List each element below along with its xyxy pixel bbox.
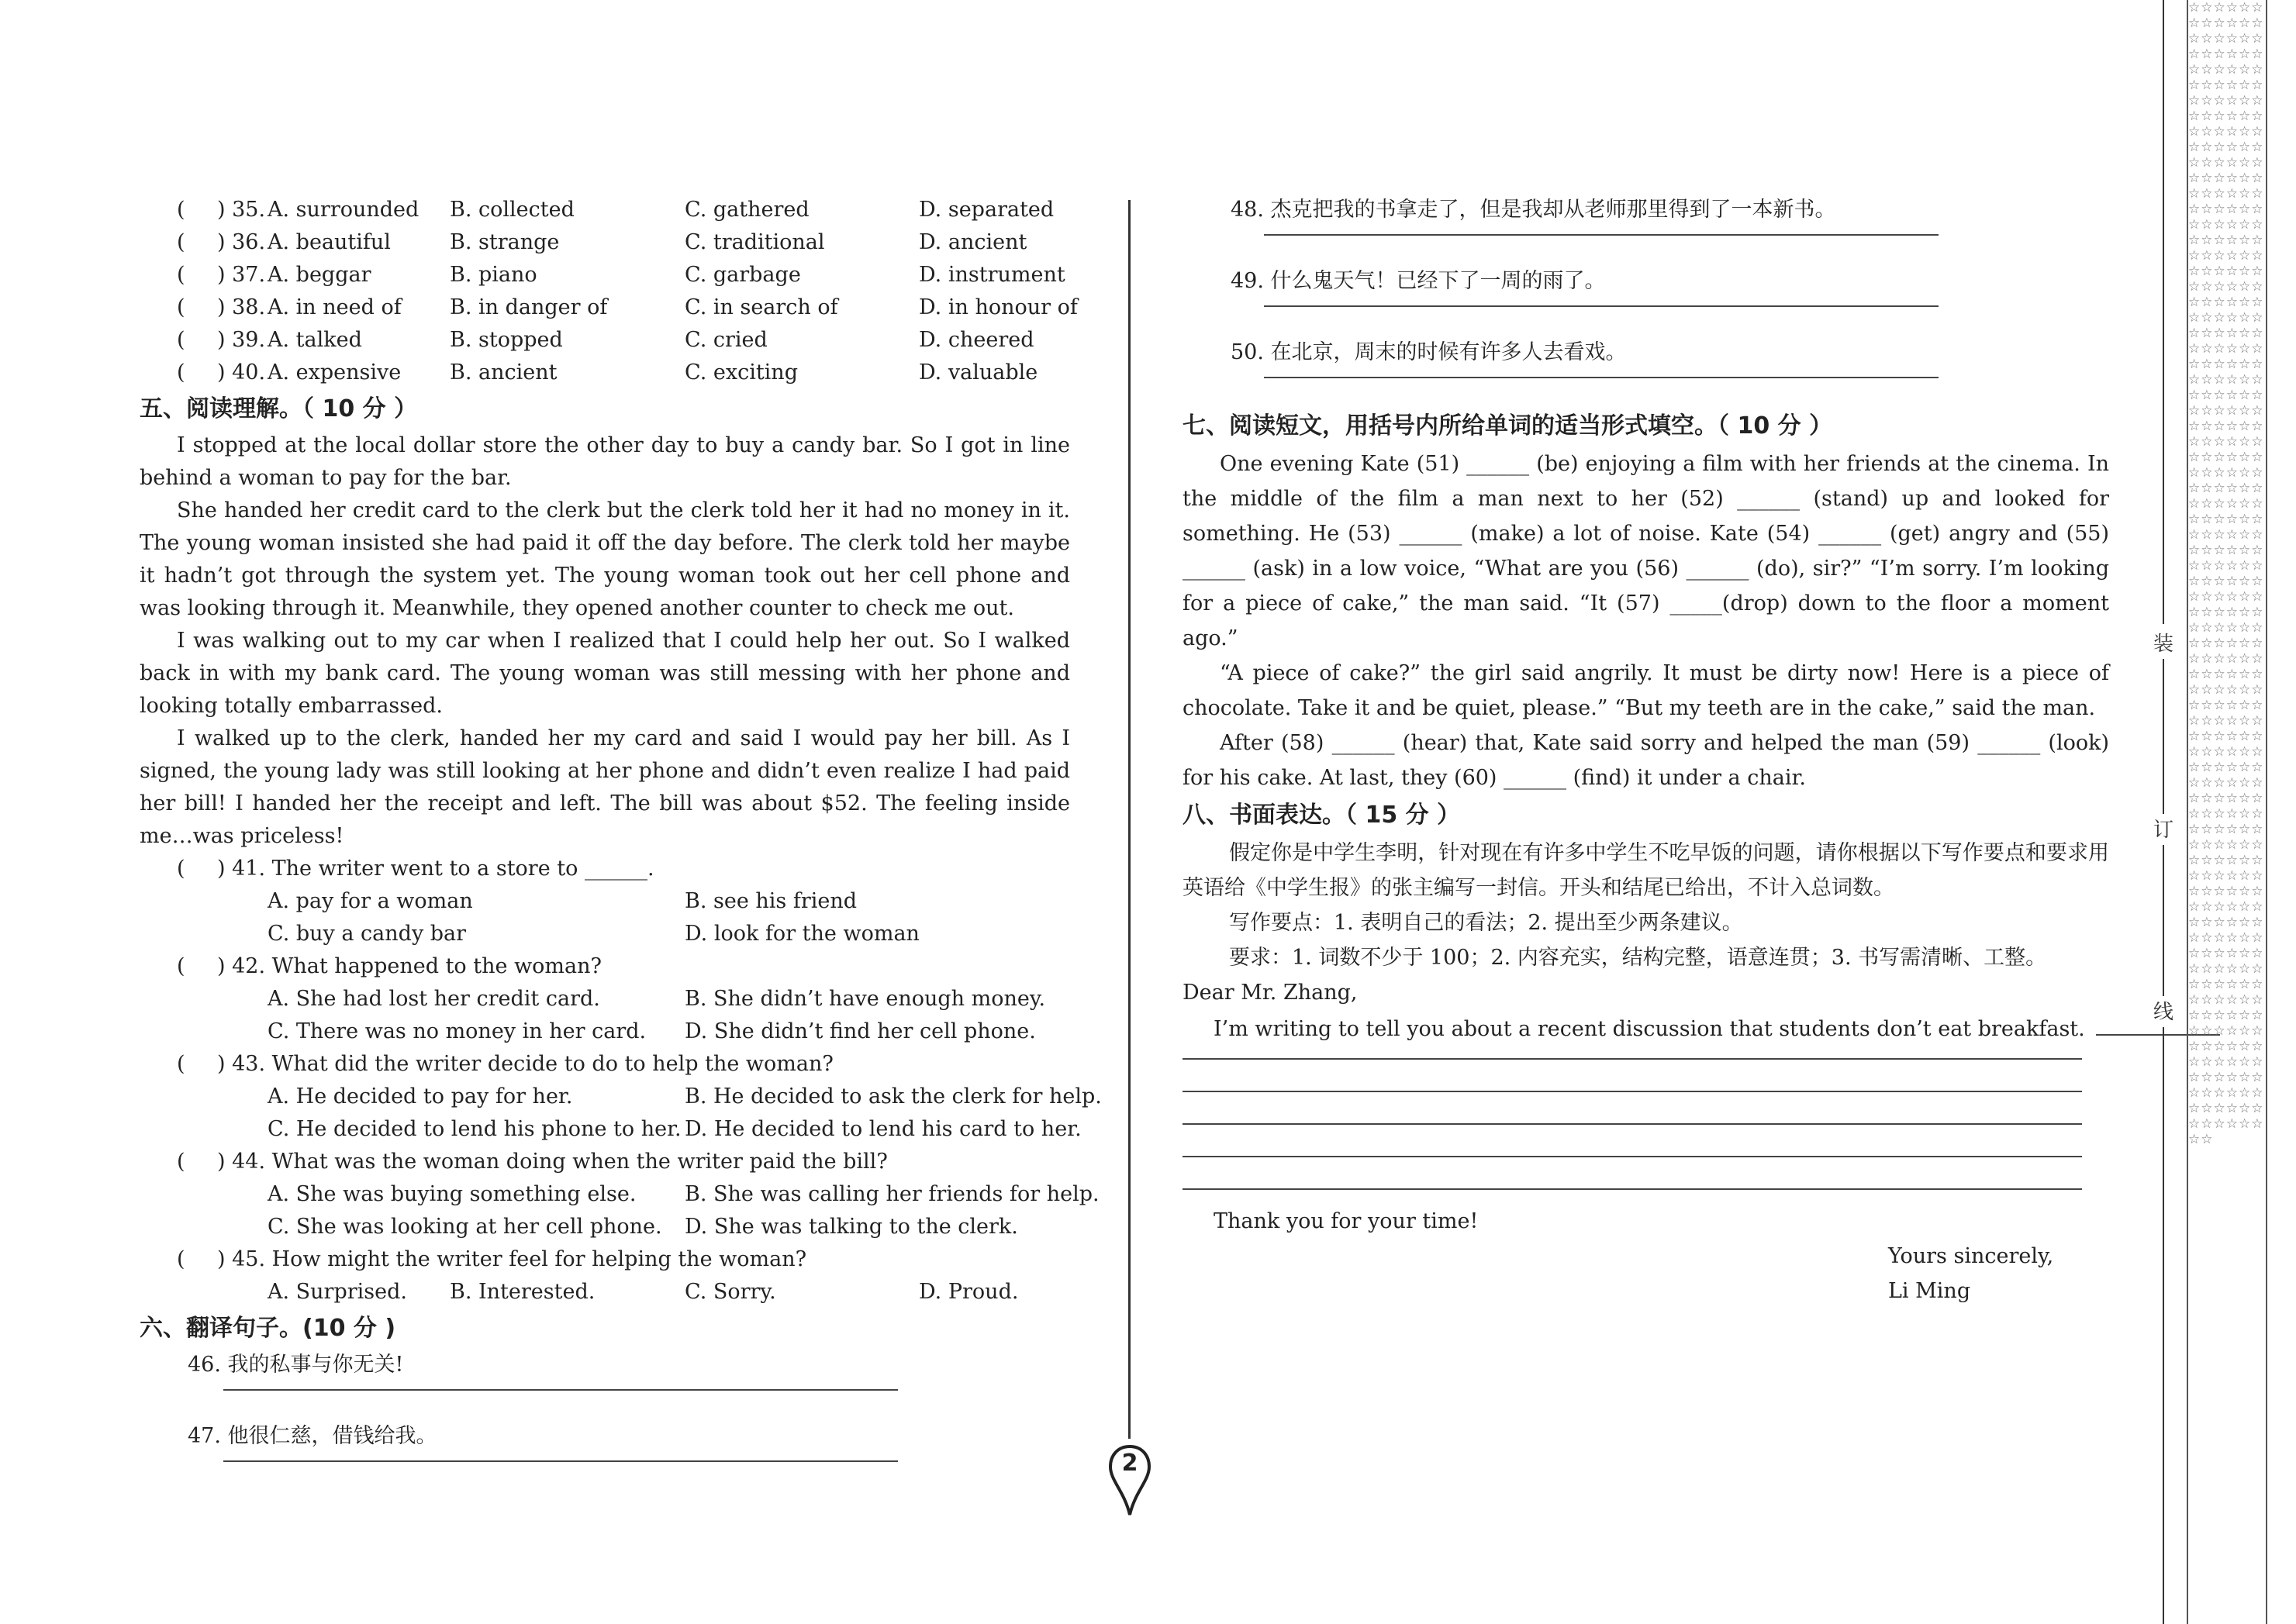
answer-paren[interactable]: ( xyxy=(177,328,185,352)
page-number: 2 xyxy=(1121,1450,1138,1477)
answer-line[interactable] xyxy=(223,1460,898,1462)
option-row xyxy=(140,1211,1070,1243)
reading-section-title: 五、阅读理解。（ 10 分 ） xyxy=(140,395,418,422)
question-stem xyxy=(140,950,1070,983)
option-c: C. buy a candy bar xyxy=(268,922,467,946)
option-b: B. strange xyxy=(450,230,560,254)
translation-item: 48. 杰克把我的书拿走了，但是我却从老师那里得到了一本新书。 xyxy=(1231,198,1836,222)
option-row xyxy=(140,1276,1070,1309)
option-a: A. She was buying something else. xyxy=(268,1182,637,1206)
writing-requirements: 要求：1. 词数不少于 100；2. 内容充实，结构完整，语意连贯；3. 书写需清晰、工整。 xyxy=(1229,946,2047,970)
fill-paragraph: One evening Kate (51) ______ (be) enjoying a film with her friends at the cinema. In the middle of the film a man next to her (52) ______ (stand) up and looked for something. He (53) ______ (make) a lot of noise. Kate (54) ______ (get) angry and (55) ______ (ask) in a low voice, “What are you (56) ______ (do), sir?” “I’m sorry. I’m looking for a piece of cake,” the man said. “It (57) _____(drop) down to the floor a moment ago.” xyxy=(1183,452,2109,650)
stem-text: ) 43. What did the writer decide to do to help the woman? xyxy=(217,1052,834,1076)
question-number: ) 39. xyxy=(217,328,266,352)
answer-paren[interactable]: ( xyxy=(177,360,185,384)
option-row xyxy=(140,918,1070,950)
question-number: ) 37. xyxy=(217,263,266,287)
option-c: C. cried xyxy=(685,328,768,352)
answer-line[interactable] xyxy=(1264,234,1939,236)
option-a: A. She had lost her credit card. xyxy=(268,987,600,1011)
option-b: B. see his friend xyxy=(685,889,858,913)
option-a: A. beautiful xyxy=(268,230,391,254)
star-border-pattern: ☆☆☆☆☆☆☆☆☆☆☆☆☆☆☆☆☆☆☆☆☆☆☆☆☆☆☆☆☆☆☆☆☆☆☆☆☆☆☆☆☆☆☆☆☆☆☆☆☆☆☆☆☆☆☆☆☆☆☆☆☆☆☆☆☆☆☆☆☆☆☆☆☆☆☆☆☆☆☆☆☆☆☆☆☆☆☆☆☆☆☆☆☆☆☆☆☆☆☆☆☆☆☆☆☆☆☆☆☆☆☆☆☆☆☆☆☆☆☆☆☆☆☆☆☆☆☆☆☆☆☆☆☆☆☆☆☆☆☆☆☆☆☆☆☆☆☆☆☆☆☆☆☆☆☆☆☆☆☆☆☆☆☆☆☆☆☆☆☆☆☆☆☆☆☆☆☆☆☆☆☆☆☆☆☆☆☆☆☆☆☆☆☆☆☆☆☆☆☆☆☆☆☆☆☆☆☆☆☆☆☆☆☆☆☆☆☆☆☆☆☆☆☆☆☆☆☆☆☆☆☆☆☆☆☆☆☆☆☆☆☆☆☆☆☆☆☆☆☆☆☆☆☆☆☆☆☆☆☆☆☆☆☆☆☆☆☆☆☆☆☆☆☆☆☆☆☆☆☆☆☆☆☆☆☆☆☆☆☆☆☆☆☆☆☆☆☆☆☆☆☆☆☆☆☆☆☆☆☆☆☆☆☆☆☆☆☆☆☆☆☆☆☆☆☆☆☆☆☆☆☆☆☆☆☆☆☆☆☆☆☆☆☆☆☆☆☆☆☆☆☆☆☆☆☆☆☆☆☆☆☆☆☆☆☆☆☆☆☆☆☆☆☆☆☆☆☆☆☆☆☆☆☆☆☆☆☆☆☆☆☆☆☆☆☆☆☆☆☆☆☆☆☆☆☆☆☆☆☆☆☆☆☆☆☆☆☆☆☆☆☆☆☆☆☆☆☆☆☆☆☆☆☆☆☆☆☆☆☆☆ xyxy=(2187,0,2267,1624)
option-d: D. She was talking to the clerk. xyxy=(685,1215,1018,1239)
option-d: D. instrument xyxy=(919,263,1065,287)
letter-opening: I’m writing to tell you about a recent discussion that students don’t eat breakfast. xyxy=(1214,1017,2085,1041)
question-number: ) 38. xyxy=(217,295,266,319)
column-divider xyxy=(1128,200,1131,1439)
option-b: B. ancient xyxy=(450,360,558,384)
option-a: A. expensive xyxy=(268,360,402,384)
option-row xyxy=(140,983,1070,1015)
question-stem xyxy=(140,1048,1070,1081)
option-b: B. She was calling her friends for help. xyxy=(685,1182,1100,1206)
binding-line xyxy=(2163,845,2164,996)
option-d: D. cheered xyxy=(919,328,1034,352)
question-number: ) 40. xyxy=(217,360,266,384)
option-a: A. Surprised. xyxy=(268,1280,407,1304)
option-c: C. There was no money in her card. xyxy=(268,1019,647,1043)
left-column xyxy=(140,194,1102,1491)
answer-paren[interactable]: ( xyxy=(177,230,185,254)
answer-line[interactable] xyxy=(1264,377,1939,378)
writing-line[interactable] xyxy=(1183,1156,2082,1157)
letter-salutation: Dear Mr. Zhang, xyxy=(1183,981,1358,1005)
option-c: C. Sorry. xyxy=(685,1280,776,1304)
binding-char: 线 xyxy=(2153,1001,2173,1024)
option-c: C. She was looking at her cell phone. xyxy=(268,1215,662,1239)
option-b: B. He decided to ask the clerk for help. xyxy=(685,1084,1102,1109)
right-column xyxy=(1183,194,2109,1309)
reading-questions xyxy=(140,853,1102,1309)
translation-item: 46. 我的私事与你无关! xyxy=(188,1353,404,1377)
option-row xyxy=(140,1015,1070,1048)
translation-section-title: 六、翻译句子。(10 分 ) xyxy=(140,1315,396,1342)
writing-points: 写作要点：1. 表明自己的看法；2. 提出至少两条建议。 xyxy=(1229,911,1743,935)
stem-text: ) 42. What happened to the woman? xyxy=(217,954,602,978)
answer-paren[interactable]: ( xyxy=(177,954,185,978)
option-row xyxy=(140,1081,1102,1113)
question-stem xyxy=(140,1146,1070,1178)
option-a: A. surrounded xyxy=(268,198,419,222)
binding-line xyxy=(2163,1027,2164,1624)
reading-paragraph: I walked up to the clerk, handed her my card and said I would pay her bill. As I signed, the young lady was still looking at her phone and didn’t even realize I had paid her bill! I handed her the receipt and left. The bill was about $52. The feeling inside me…was priceless! xyxy=(140,726,1070,848)
question-row xyxy=(140,357,1070,389)
option-a: A. talked xyxy=(268,328,362,352)
stem-text: ) 41. The writer went to a store to ______. xyxy=(217,857,654,881)
writing-line[interactable] xyxy=(1183,1091,2082,1092)
option-row xyxy=(140,885,1070,918)
writing-line[interactable] xyxy=(1183,1188,2082,1190)
answer-paren[interactable]: ( xyxy=(177,295,185,319)
writing-line[interactable] xyxy=(1183,1058,2082,1060)
binding-char: 装 xyxy=(2153,633,2173,656)
option-a: A. pay for a woman xyxy=(268,889,473,913)
option-d: D. ancient xyxy=(919,230,1027,254)
answer-paren[interactable]: ( xyxy=(177,1247,185,1271)
letter-sign-off: Yours sincerely, xyxy=(1888,1244,2054,1268)
option-b: B. She didn’t have enough money. xyxy=(685,987,1046,1011)
question-row xyxy=(140,291,1078,324)
option-c: C. gathered xyxy=(685,198,810,222)
cloze-options xyxy=(140,194,1078,389)
letter-signature: Li Ming xyxy=(1888,1279,1971,1303)
reading-paragraph: I was walking out to my car when I realized that I could help her out. So I walked back in with my bank card. The young woman was still messing with her phone and looking totally embarrassed. xyxy=(140,629,1070,718)
fill-section-title: 七、阅读短文，用括号内所给单词的适当形式填空。（ 10 分 ） xyxy=(1183,412,1833,440)
option-row xyxy=(140,1113,1082,1146)
binding-line xyxy=(2163,659,2164,814)
option-a: A. in need of xyxy=(268,295,402,319)
letter-closing: Thank you for your time! xyxy=(1214,1209,1479,1233)
reading-paragraph: She handed her credit card to the clerk but the clerk told her it had no money in it. The young woman insisted she had paid it off the day before. The clerk told her maybe it hadn’t got through the system yet. The young woman took out her cell phone and was looking through it. Meanwhile, they opened another counter to check me out. xyxy=(140,498,1070,620)
option-b: B. stopped xyxy=(450,328,563,352)
answer-paren[interactable]: ( xyxy=(177,1150,185,1174)
option-d: D. look for the woman xyxy=(685,922,920,946)
option-c: C. traditional xyxy=(685,230,825,254)
translation-item: 49. 什么鬼天气！已经下了一周的雨了。 xyxy=(1231,269,1606,293)
writing-prompt: 假定你是中学生李明，针对现在有许多中学生不吃早饭的问题，请你根据以下写作要点和要求用英语给《中学生报》的张主编写一封信。开头和结尾已给出，不计入总词数。 xyxy=(1183,841,2109,900)
question-number: ) 35. xyxy=(217,198,266,222)
option-a: A. beggar xyxy=(268,263,371,287)
binding-line xyxy=(2163,0,2164,624)
binding-char: 订 xyxy=(2153,819,2173,842)
option-c: C. garbage xyxy=(685,263,801,287)
option-d: D. in honour of xyxy=(919,295,1078,319)
option-b: B. Interested. xyxy=(450,1280,596,1304)
option-d: D. He decided to lend his card to her. xyxy=(685,1117,1082,1141)
question-row xyxy=(140,324,1070,357)
question-row xyxy=(140,259,1070,291)
option-b: B. piano xyxy=(450,263,537,287)
option-d: D. valuable xyxy=(919,360,1038,384)
letter-opening-row xyxy=(1214,1010,2109,1049)
answer-line[interactable] xyxy=(223,1389,898,1391)
stem-text: ) 44. What was the woman doing when the writer paid the bill? xyxy=(217,1150,888,1174)
option-d: D. separated xyxy=(919,198,1055,222)
answer-paren[interactable]: ( xyxy=(177,198,185,222)
fill-paragraph: After (58) ______ (hear) that, Kate said sorry and helped the man (59) ______ (look) for his cake. At last, they (60) ______ (find) it under a chair. xyxy=(1183,731,2109,790)
option-c: C. He decided to lend his phone to her. xyxy=(268,1117,682,1141)
option-b: B. in danger of xyxy=(450,295,608,319)
question-stem xyxy=(140,853,1070,885)
question-stem xyxy=(140,1243,1070,1276)
stem-text: ) 45. How might the writer feel for helping the woman? xyxy=(217,1247,807,1271)
option-d: D. She didn’t find her cell phone. xyxy=(685,1019,1036,1043)
translation-item: 50. 在北京，周末的时候有许多人去看戏。 xyxy=(1231,340,1627,364)
writing-line[interactable] xyxy=(1183,1123,2082,1125)
reading-paragraph: I stopped at the local dollar store the other day to buy a candy bar. So I got in line behind a woman to pay for the bar. xyxy=(140,433,1070,490)
option-b: B. collected xyxy=(450,198,575,222)
option-a: A. He decided to pay for her. xyxy=(268,1084,573,1109)
answer-paren[interactable]: ( xyxy=(177,1052,185,1076)
writing-section-title: 八、书面表达。（ 15 分 ） xyxy=(1183,802,1461,829)
question-row xyxy=(140,194,1070,226)
fill-paragraph: “A piece of cake?” the girl said angrily. It must be dirty now! Here is a piece of chocolate. Take it and be quiet, please.” “But my teeth are in the cake,” said the man. xyxy=(1183,661,2109,720)
answer-paren[interactable]: ( xyxy=(177,857,185,881)
option-c: C. in search of xyxy=(685,295,838,319)
answer-paren[interactable]: ( xyxy=(177,263,185,287)
answer-line[interactable] xyxy=(1264,305,1939,307)
option-d: D. Proud. xyxy=(919,1280,1019,1304)
option-row xyxy=(140,1178,1100,1211)
question-row xyxy=(140,226,1070,259)
translation-item: 47. 他很仁慈，借钱给我。 xyxy=(188,1424,437,1448)
option-c: C. exciting xyxy=(685,360,798,384)
question-number: ) 36. xyxy=(217,230,266,254)
